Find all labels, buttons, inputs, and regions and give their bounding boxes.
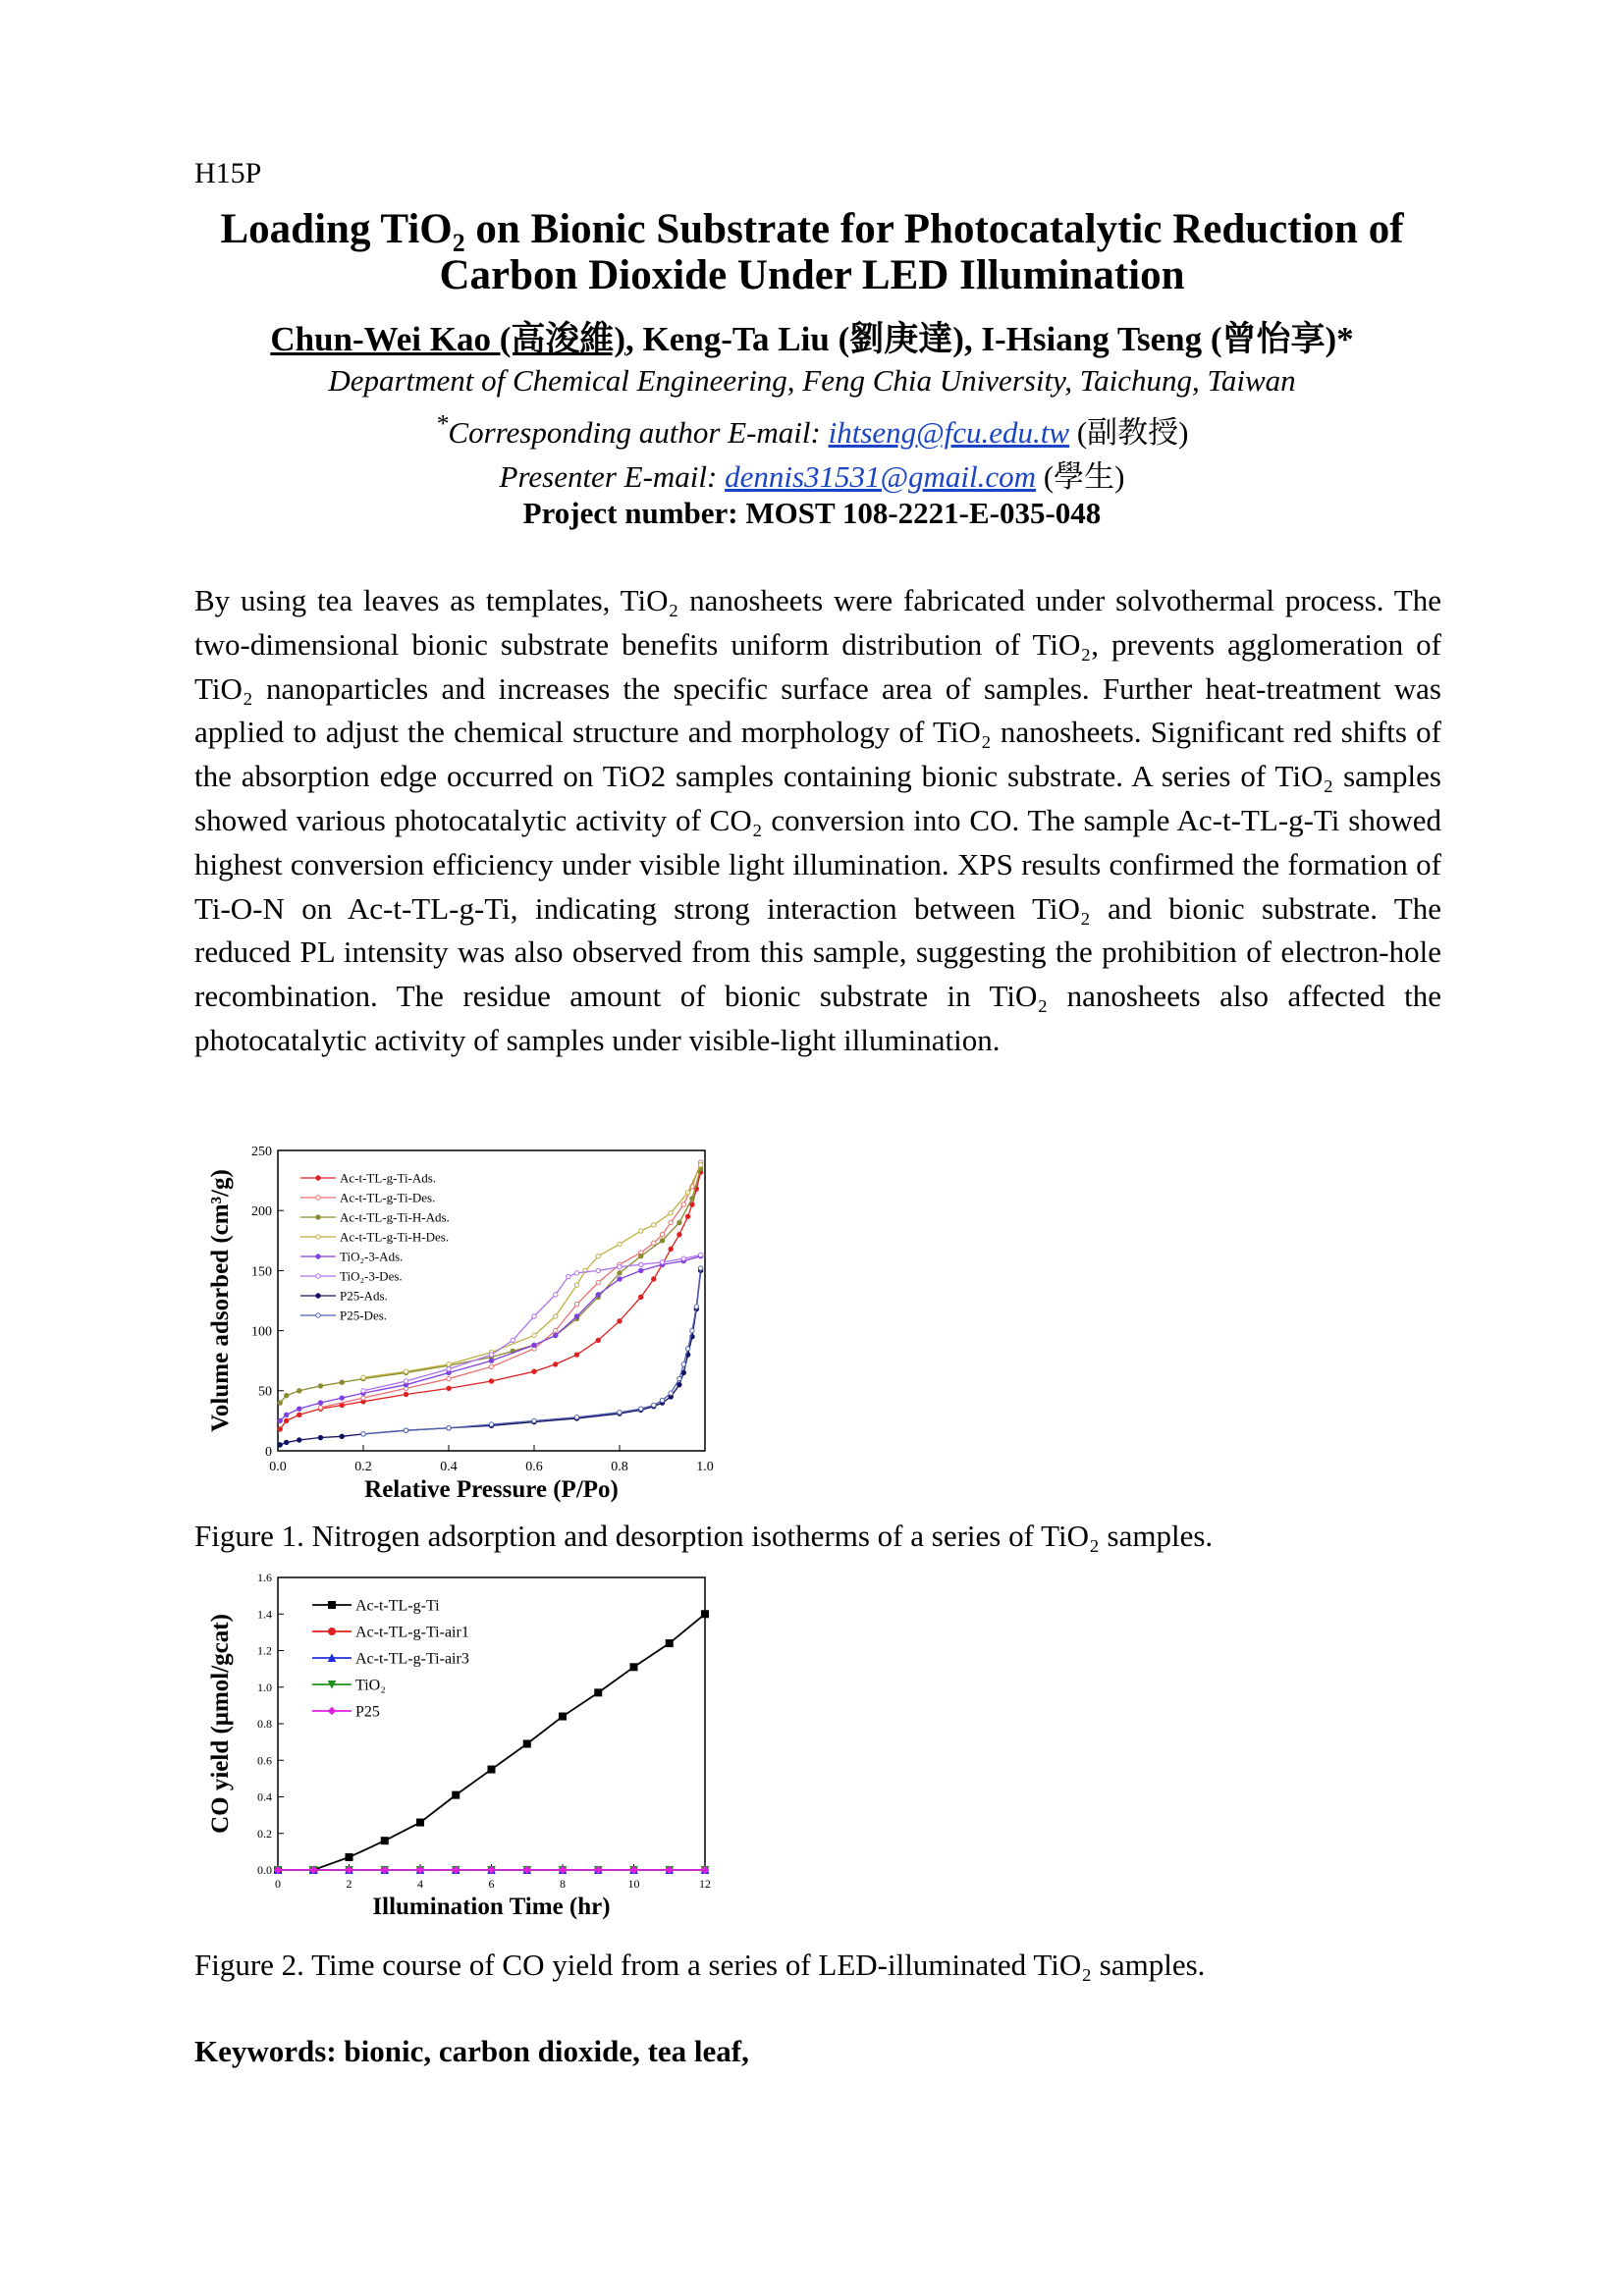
figure-1-data-point [318, 1406, 322, 1410]
paper-title [147, 206, 1477, 298]
figure-2-legend-entry: Ac-t-TL-g-Ti-air3 [355, 1650, 469, 1668]
figure-1-data-point [639, 1262, 643, 1266]
figure-2-y-tick-label: 0.2 [257, 1826, 272, 1841]
figure-1-data-point [285, 1440, 289, 1444]
figure-1-data-point [698, 1162, 702, 1166]
figure-1-data-point [404, 1392, 407, 1396]
figure-1-data-point [669, 1210, 673, 1214]
figure-1-data-point [618, 1277, 622, 1281]
figure-1-data-point [596, 1338, 600, 1342]
figure-1-data-point [404, 1428, 407, 1432]
figure-1-data-point [652, 1223, 656, 1227]
figure-1-data-point [532, 1418, 536, 1422]
figure-1-data-point [660, 1398, 664, 1402]
figure-1-data-point [618, 1411, 622, 1415]
title-line-2: Carbon Dioxide Under LED Illumination [439, 252, 1185, 298]
figure-1-data-point [652, 1241, 656, 1245]
affiliation: Department of Chemical Engineering, Feng Chia University, Taichung, Taiwan [328, 363, 1296, 398]
figure-1-data-point [361, 1432, 365, 1436]
figure-1-legend-entry: P25-Ads. [340, 1288, 388, 1304]
figure-1-x-tick-label: 0.4 [440, 1460, 458, 1474]
corresponding-email-link[interactable]: ihtseng@fcu.edu.tw [828, 415, 1070, 450]
figure-1-data-point [639, 1295, 643, 1299]
figure-1-data-point [681, 1202, 685, 1206]
figure-1-data-point [318, 1384, 322, 1388]
corresponding-role: (副教授) [1069, 415, 1189, 450]
figure-1-legend-marker [316, 1274, 320, 1278]
title-line-1: Loading TiO₂ on Bionic Substrate for Photocatalytic Reduction of [220, 206, 1404, 252]
figure-1-data-point [298, 1413, 301, 1416]
figure-1-data-point [298, 1438, 301, 1442]
figure-2-data-point [417, 1819, 424, 1826]
figure-1-data-point [318, 1435, 322, 1439]
figure-1-data-point [618, 1242, 622, 1246]
figure-1-data-point [447, 1426, 451, 1430]
figure-2-y-tick-label: 1.4 [257, 1607, 272, 1622]
figure-1-data-point [596, 1280, 600, 1284]
corresponding-mark: * [435, 408, 449, 438]
figure-1-data-point [554, 1328, 558, 1332]
figure-2-series-5 [275, 1867, 709, 1874]
figure-2-x-tick-label: 12 [699, 1877, 711, 1891]
figure-1-y-axis-label: Volume adsorbed (cm³/g) [207, 1169, 234, 1432]
project-number: Project number: MOST 108-2221-E-035-048 [522, 496, 1102, 530]
figure-2-legend-marker [329, 1708, 336, 1715]
figure-1-legend-entry: P25-Des. [340, 1308, 388, 1323]
figure-2-data-point [666, 1640, 673, 1647]
figure-1-data-point [660, 1260, 664, 1264]
figure-2-x-tick-label: 10 [627, 1877, 640, 1891]
figure-2-data-point [702, 1611, 709, 1618]
figure-1-data-point [690, 1202, 694, 1206]
figure-2-legend-entry: TiO₂ [355, 1677, 386, 1694]
figure-1-caption: Figure 1. Nitrogen adsorption and desorption isotherms of a series of TiO₂ samples. [194, 1519, 1214, 1553]
figure-1-data-point [660, 1239, 664, 1243]
figure-1-data-point [639, 1229, 643, 1233]
figure-1-data-point [681, 1362, 685, 1366]
figure-1-data-point [694, 1305, 698, 1308]
corresponding-label: Corresponding author E-mail: [448, 415, 829, 450]
figure-1-data-point [489, 1379, 493, 1383]
figure-1-data-point [447, 1386, 451, 1390]
figure-2-x-tick-label: 2 [346, 1877, 352, 1891]
corresponding-author-line [147, 407, 1477, 452]
author-list [147, 312, 1477, 361]
figure-1-data-point [567, 1274, 570, 1278]
figure-1-data-point [278, 1418, 282, 1422]
figure-2-data-point [523, 1740, 530, 1747]
figure-1-data-point [677, 1232, 681, 1236]
figure-1-data-point [639, 1407, 643, 1411]
figure-1-data-point [340, 1396, 344, 1400]
figure-1-data-point [447, 1367, 451, 1371]
figure-1-legend-marker [316, 1294, 320, 1298]
figure-1-data-point [596, 1293, 600, 1297]
figure-1-data-point [669, 1247, 673, 1251]
presenter-line [147, 452, 1477, 496]
figure-1-legend-marker [316, 1255, 320, 1258]
figure-2-y-tick-label: 1.2 [257, 1643, 272, 1658]
figure-1-legend-marker [316, 1235, 320, 1239]
figure-1-y-tick-label: 150 [251, 1264, 272, 1280]
figure-1-data-point [298, 1407, 301, 1411]
figure-1-x-tick-label: 0.6 [525, 1460, 543, 1474]
figure-2-y-tick-label: 0.6 [257, 1753, 272, 1768]
presenter-email-link[interactable]: dennis31531@gmail.com [725, 459, 1037, 494]
figure-1-data-point [639, 1268, 643, 1272]
figure-1-y-tick-label: 0 [265, 1444, 272, 1460]
figure-2-series-1 [275, 1611, 709, 1874]
figure-1-data-point [574, 1415, 578, 1419]
figure-2-data-point [560, 1713, 567, 1720]
figure-1-data-point [532, 1369, 536, 1373]
figure-1-y-tick-label: 250 [251, 1144, 272, 1159]
figure-1-legend-marker [316, 1196, 320, 1200]
figure-1-data-point [554, 1362, 558, 1366]
figure-2-x-tick-label: 4 [417, 1877, 423, 1891]
figure-1-legend-marker [316, 1313, 320, 1317]
figure-1-legend-marker [316, 1215, 320, 1219]
figure-1-data-point [447, 1362, 451, 1366]
figure-1-data-point [285, 1393, 289, 1397]
figure-2-y-axis-label: CO yield (μmol/gcat) [207, 1614, 234, 1834]
figure-2-caption: Figure 2. Time course of CO yield from a series of LED-illuminated TiO₂ samples. [194, 1948, 1206, 1982]
figure-2-x-tick-label: 0 [275, 1877, 281, 1891]
figure-1-data-point [574, 1302, 578, 1306]
figure-2-y-tick-label: 1.6 [257, 1571, 272, 1585]
figure-1-data-point [285, 1413, 289, 1416]
figure-1-data-point [618, 1319, 622, 1323]
figure-1-data-point [278, 1427, 282, 1431]
figure-1-data-point [285, 1418, 289, 1422]
figure-2-legend-entry: Ac-t-TL-g-Ti [355, 1597, 440, 1615]
figure-2-data-point [453, 1791, 460, 1798]
figure-1-data-point [698, 1266, 702, 1270]
figure-1-data-point [532, 1343, 536, 1347]
figure-1-y-tick-label: 200 [251, 1204, 272, 1220]
figure-1-data-point [404, 1379, 407, 1383]
figure-1-data-point [404, 1369, 407, 1373]
figure-1-legend-entry: Ac-t-TL-g-Ti-Des. [340, 1190, 436, 1205]
figure-1-data-point [669, 1220, 673, 1224]
figure-1-data-point [574, 1353, 578, 1357]
figure-1-x-tick-label: 0.8 [611, 1460, 628, 1474]
figure-1-legend-marker [316, 1176, 320, 1180]
figure-1-data-point [361, 1375, 365, 1379]
figure-1-data-point [554, 1293, 558, 1297]
figure-2-plot-frame [278, 1577, 705, 1870]
figure-1-legend-entry: Ac-t-TL-g-Ti-H-Des. [340, 1229, 450, 1245]
figure-1-data-point [596, 1255, 600, 1258]
figure-2-data-point [630, 1664, 637, 1671]
figure-1-data-point [554, 1333, 558, 1337]
figure-1-data-point [618, 1271, 622, 1275]
paper-code: H15P [194, 157, 262, 189]
figure-2-legend-entry: P25 [355, 1703, 380, 1721]
figure-1-data-point [652, 1403, 656, 1407]
figure-2-legend-marker [329, 1602, 336, 1609]
figure-2-x-tick-label: 6 [488, 1877, 495, 1891]
figure-1-isotherm-chart [194, 1139, 725, 1522]
figure-1-data-point [685, 1214, 689, 1218]
figure-1-data-point [340, 1434, 344, 1438]
figure-2-y-tick-label: 1.0 [257, 1680, 272, 1694]
figure-1-legend-entry: TiO₂-3-Des. [340, 1268, 403, 1284]
figure-1-data-point [685, 1191, 689, 1195]
figure-1-legend-entry: TiO₂-3-Ads. [340, 1249, 404, 1264]
figure-1-data-point [574, 1314, 578, 1318]
figure-1-data-point [574, 1283, 578, 1287]
figure-2-x-tick-label: 8 [560, 1877, 566, 1891]
figure-1-data-point [361, 1389, 365, 1393]
presenter-role: (學生) [1036, 459, 1125, 494]
figure-1-data-point [698, 1253, 702, 1256]
figure-1-series-line [363, 1268, 701, 1434]
figure-1-y-tick-label: 50 [258, 1384, 272, 1400]
figure-2-data-point [488, 1766, 495, 1773]
figure-1-legend-entry: Ac-t-TL-g-Ti-H-Ads. [340, 1209, 450, 1225]
figure-2-y-tick-label: 0.0 [257, 1863, 272, 1878]
figure-1-x-axis-label: Relative Pressure (P/Po) [364, 1476, 619, 1503]
figure-1-x-tick-label: 1.0 [696, 1460, 714, 1474]
figure-1-data-point [298, 1389, 301, 1393]
figure-2-x-axis-label: Illumination Time (hr) [372, 1894, 611, 1920]
figure-2-y-tick-label: 0.4 [257, 1789, 272, 1804]
figure-1-data-point [532, 1314, 536, 1318]
figure-2-legend-marker [329, 1629, 336, 1635]
figure-2-co-yield-chart [194, 1566, 725, 1949]
figure-1-data-point [639, 1255, 643, 1258]
figure-2-y-tick-label: 0.8 [257, 1717, 272, 1732]
figure-1-data-point [278, 1401, 282, 1405]
co-authors: , Keng-Ta Liu (劉庚達), I-Hsiang Tseng (曾怡享)* [625, 320, 1354, 358]
figure-1-data-point [690, 1328, 694, 1332]
figure-1-x-tick-label: 0.0 [269, 1460, 287, 1474]
figure-1-data-point [361, 1396, 365, 1400]
figure-1-data-point [669, 1391, 673, 1395]
figure-2-data-point [346, 1853, 352, 1860]
figure-1-data-point [596, 1268, 600, 1272]
figure-1-data-point [318, 1401, 322, 1405]
figure-1-series-8 [361, 1266, 703, 1436]
figure-1-data-point [532, 1333, 536, 1337]
figure-1-data-point [278, 1443, 282, 1447]
figure-1-x-tick-label: 0.2 [354, 1460, 372, 1474]
figure-2-data-point [381, 1838, 388, 1844]
figure-1-data-point [618, 1265, 622, 1269]
figure-2-data-point [595, 1689, 602, 1696]
figure-1-data-point [690, 1197, 694, 1201]
figure-1-data-point [554, 1314, 558, 1318]
presenting-author: Chun-Wei Kao (高浚維) [270, 320, 626, 358]
figure-1-data-point [681, 1256, 685, 1260]
figure-1-data-point [511, 1338, 514, 1342]
figure-1-data-point [489, 1364, 493, 1368]
abstract-text: By using tea leaves as templates, TiO₂ nanosheets were fabricated under solvothermal process. The two-dimensional bionic substrate benefits uniform distribution of TiO₂, prevents agglomeration of TiO₂ nanoparticles and increases the specific surface area of samples. Further heat-treatment was applied to adjust the chemical structure and morphology of TiO₂ nanosheets. Significant red shifts of the absorption edge occurred on TiO2 samples containing bionic substrate. A series of TiO₂ samples showed various photocatalytic activity of CO₂ conversion into CO. The sample Ac-t-TL-g-Ti showed highest conversion efficiency under visible light illumination. XPS results confirmed the formation of Ti-O-N on Ac-t-TL-g-Ti, indicating strong interaction between TiO₂ and bionic substrate. The reduced PL intensity was also observed from this sample, suggesting the prohibition of electron-hole recombination. The residue amount of bionic substrate in TiO₂ nanosheets also affected the photocatalytic activity of samples under visible-light illumination. [194, 583, 1441, 1057]
figure-1-data-point [685, 1347, 689, 1351]
figure-1-data-point [489, 1422, 493, 1426]
figure-1-data-point [340, 1380, 344, 1384]
figure-1-data-point [677, 1376, 681, 1380]
figure-1-data-point [677, 1220, 681, 1224]
figure-1-data-point [574, 1271, 578, 1275]
figure-1-y-tick-label: 100 [251, 1324, 272, 1340]
figure-1-data-point [677, 1382, 681, 1386]
figure-1-data-point [660, 1232, 664, 1236]
presenter-label: Presenter E-mail: [499, 459, 726, 494]
keywords: Keywords: bionic, carbon dioxide, tea leaf, [194, 2034, 749, 2068]
figure-1-data-point [447, 1376, 451, 1380]
figure-1-data-point [489, 1359, 493, 1362]
figure-2-series-line [278, 1614, 705, 1870]
figure-1-data-point [489, 1353, 493, 1357]
figure-1-legend-entry: Ac-t-TL-g-Ti-Ads. [340, 1170, 437, 1186]
figure-2-legend-entry: Ac-t-TL-g-Ti-air1 [355, 1624, 469, 1641]
figure-1-data-point [652, 1277, 656, 1281]
